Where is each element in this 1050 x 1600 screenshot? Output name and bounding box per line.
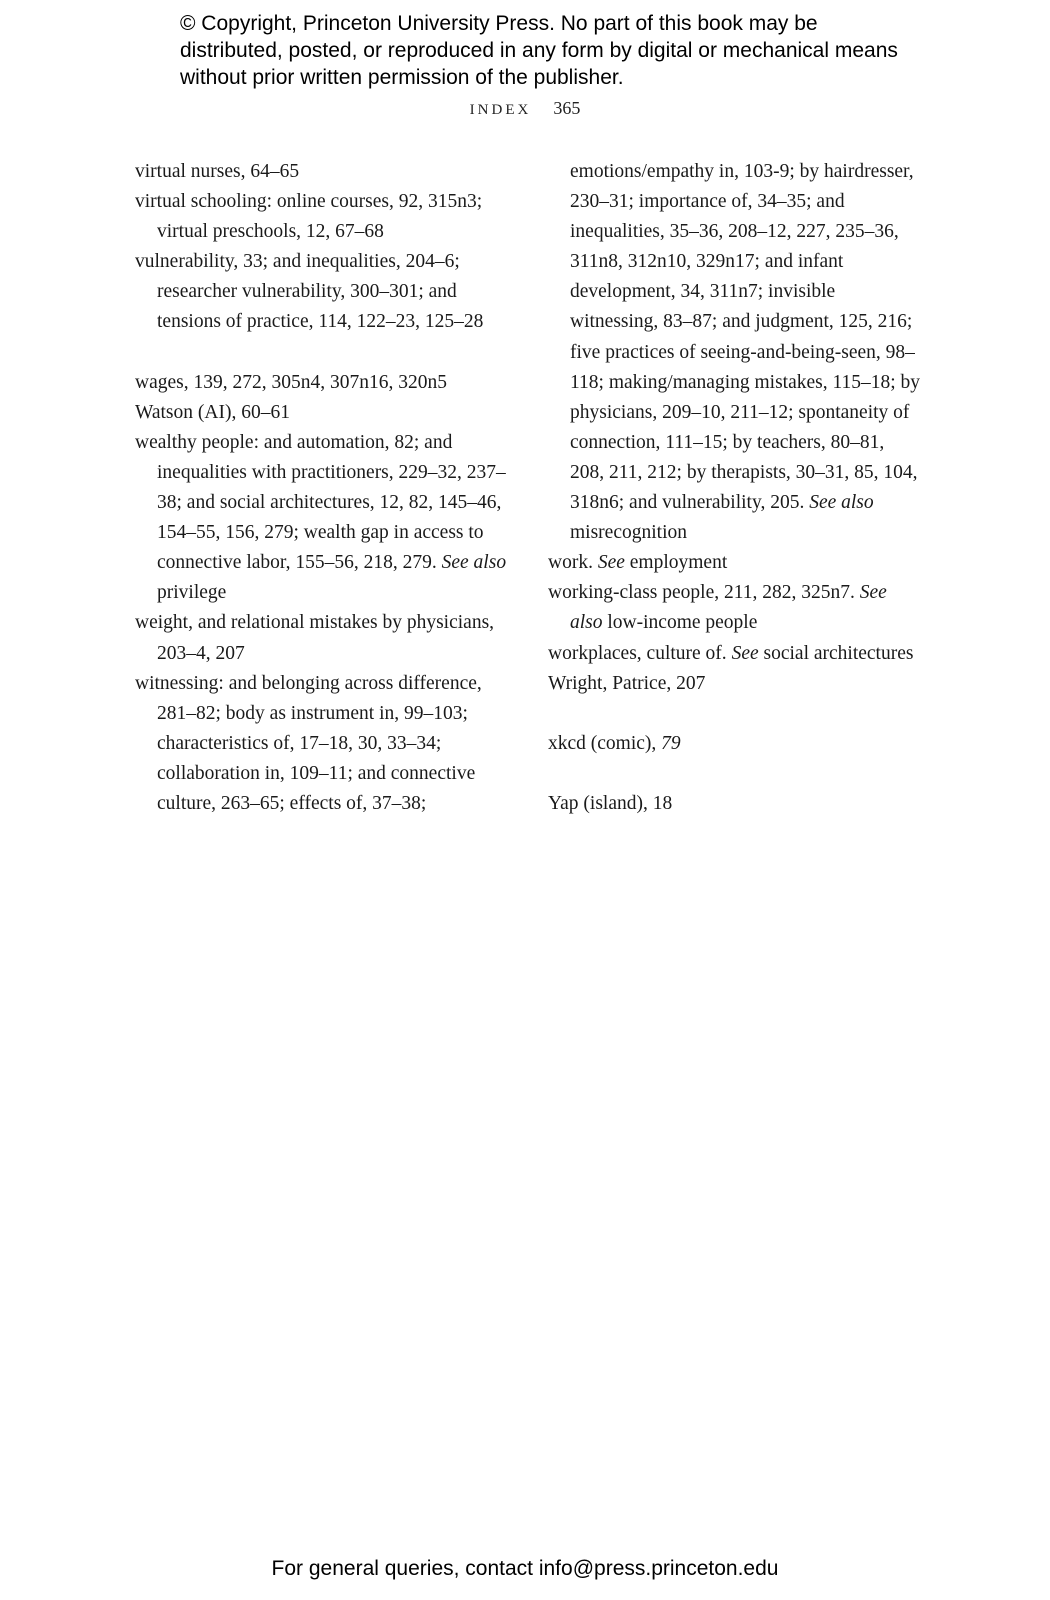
running-head xyxy=(0,98,1050,119)
index-entry xyxy=(135,428,510,609)
index-entry-continued xyxy=(548,157,923,548)
index-entry xyxy=(548,578,923,638)
entry-text: xkcd (comic), xyxy=(548,732,657,754)
entry-text: wealthy people: and automation, 82; and inequalities with practitioners, 229–32, 237–38; and social architectures, 12, 82, 145–46, 154–55, 156, 279; wealth gap in access to connective labor, 155–56, 218, 279. xyxy=(135,431,506,574)
index-entry: weight, and relational mistakes by physicians, 203–4, 207 xyxy=(135,612,495,664)
cross-reference-target: misrecognition xyxy=(570,522,687,544)
index-column-right xyxy=(548,157,923,819)
index-entry xyxy=(548,729,923,759)
cross-reference-label: See also xyxy=(809,492,874,514)
letter-group-gap xyxy=(548,699,923,729)
letter-group-gap xyxy=(548,759,923,789)
entry-text: emotions/empathy in, 103-9; by hairdresser, 230–31; importance of, 34–35; and inequalities, 35–36, 208–12, 227, 235–36, 311n8, 312n10, 329n17; and infant development, 34, 311n7; invisible witnessing, 83–87; and judgment, 125, 216; five practices of seeing-and-being-seen, 98–118; making/managing mistakes, 115–18; by physicians, 209–10, 211–12; spontaneity of connection, 111–15; by teachers, 80–81, 208, 211, 212; by therapists, 30–31, 85, 104, 318n6; and vulnerability, 205. xyxy=(570,161,921,514)
entry-text: working-class people, 211, 282, 325n7. xyxy=(548,582,855,604)
running-head-label: INDEX xyxy=(469,102,532,118)
cross-reference-target: low-income people xyxy=(607,612,758,634)
index-entry: wages, 139, 272, 305n4, 307n16, 320n5 xyxy=(135,371,447,393)
cross-reference-label: See xyxy=(731,642,759,664)
index-entry xyxy=(548,639,923,669)
cross-reference-target: employment xyxy=(629,552,728,574)
cross-reference-target: privilege xyxy=(157,582,227,604)
footer-contact: For general queries, contact info@press.princeton.edu xyxy=(271,1557,779,1580)
index-entry: Watson (AI), 60–61 xyxy=(135,401,290,423)
entry-text: work. xyxy=(548,552,593,574)
index-entry: virtual nurses, 64–65 xyxy=(135,161,300,182)
italic-page-reference: 79 xyxy=(661,732,681,754)
index-entry: Wright, Patrice, 207 xyxy=(548,672,706,694)
cross-reference-label: See xyxy=(597,552,625,574)
letter-group-gap xyxy=(135,338,510,368)
page-number: 365 xyxy=(553,98,581,118)
cross-reference-label: See also xyxy=(441,552,507,574)
entry-text: workplaces, culture of. xyxy=(548,642,727,664)
index-column-left xyxy=(135,157,510,819)
index-entry: virtual schooling: online courses, 92, 315n3; virtual preschools, 12, 67–68 xyxy=(135,191,483,243)
copyright-notice: © Copyright, Princeton University Press. No part of this book may be distributed, posted, or reproduced in any form by digital or mechanical means without prior written permission of the publisher. xyxy=(180,12,898,89)
index-entry: vulnerability, 33; and inequalities, 204–6; researcher vulnerability, 300–301; and tensions of practice, 114, 122–23, 125–28 xyxy=(135,251,484,333)
index-entry: witnessing: and belonging across difference, 281–82; body as instrument in, 99–103; characteristics of, 17–18, 30, 33–34; collaboration in, 109–11; and connective culture, 263–65; effects of, 37–38; xyxy=(135,672,482,814)
cross-reference-label: See also xyxy=(570,582,887,634)
cross-reference-target: social architectures xyxy=(763,642,914,664)
index-entry xyxy=(548,548,923,578)
index-entry: Yap (island), 18 xyxy=(548,792,673,814)
